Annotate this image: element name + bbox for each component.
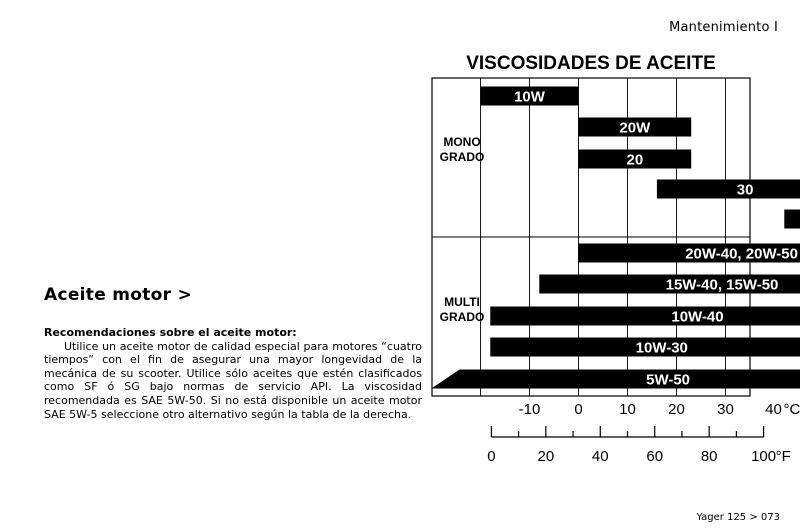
bar-label: 30 (736, 181, 754, 199)
f-tick-label: 40 (591, 448, 609, 465)
c-tick-label: 20 (668, 401, 685, 418)
f-tick-label: 60 (646, 448, 664, 465)
f-tick-label: 0 (487, 448, 496, 465)
group-label: MONO (443, 135, 481, 149)
bar-label: 5W-50 (646, 371, 691, 389)
recommendations-subhead: Recomendaciones sobre el aceite motor: (44, 326, 297, 339)
bar-label: 20 (626, 151, 644, 169)
viscosity-bar (657, 180, 800, 199)
c-tick-label: 10 (619, 401, 636, 418)
section-header: Mantenimiento I (669, 20, 778, 35)
viscosity-bar (784, 210, 800, 229)
c-unit-label: °C (783, 401, 800, 418)
f-tick-label: 80 (700, 448, 718, 465)
page-footer: Yager 125 > 073 (696, 512, 780, 523)
f-unit-label: °F (775, 448, 791, 465)
c-tick-label: 40 (765, 401, 782, 418)
f-tick-label: 100 (751, 448, 777, 465)
group-label: MULTI (444, 295, 480, 309)
group-label: GRADO (439, 310, 485, 324)
viscosity-bar (432, 370, 800, 389)
c-tick-label: 0 (574, 401, 583, 418)
f-tick-label: 20 (537, 448, 555, 465)
bar-label: 20W-40, 20W-50 (685, 245, 798, 263)
bar-label: 15W-40, 15W-50 (665, 276, 779, 294)
bar-label: 10W-40 (671, 308, 724, 326)
chart-title: VISCOSIDADES DE ACEITE (466, 53, 716, 74)
viscosity-bar (490, 307, 800, 326)
recommendations-paragraph: Utilice un aceite motor de calidad especial para motores “cuatro tiempos” con el fin de asegurar una mayor longevidad de la mecánica de su scooter. Utilice sólo aceites que estén clasificados como SF ó SG bajo normas de servicio API. La viscosidad recomendada es SAE 5W-50. Si no está disponible un aceite motor SAE 5W-5 seleccione otro alternativo según la tabla de la derecha. (44, 339, 422, 421)
section-title: Aceite motor > (44, 285, 193, 305)
bar-label: 10W-30 (635, 339, 688, 357)
group-label: GRADO (439, 150, 485, 164)
bar-label: 20W (619, 119, 651, 137)
bar-label: 10W (514, 88, 545, 106)
c-tick-label: -10 (518, 401, 541, 418)
c-tick-label: 30 (717, 401, 734, 418)
